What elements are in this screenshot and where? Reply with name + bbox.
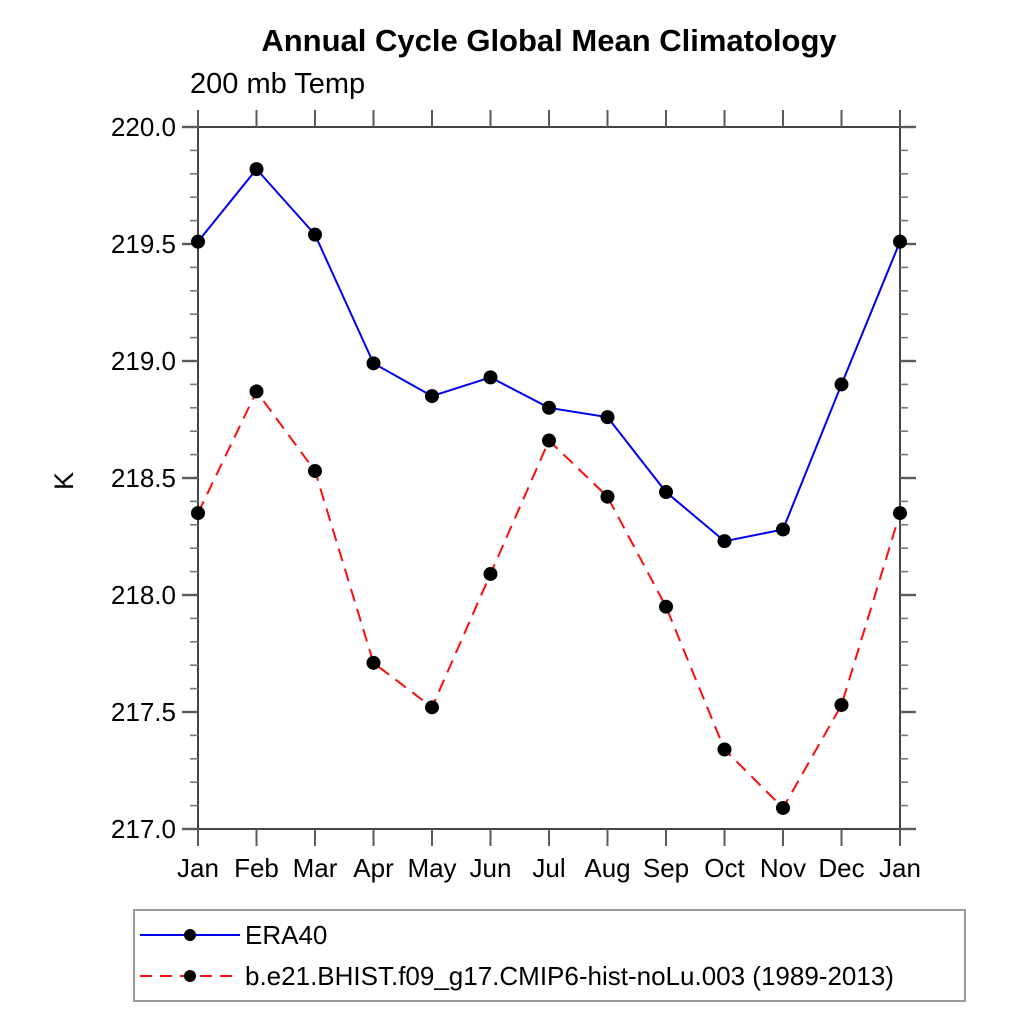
- chart-subtitle: 200 mb Temp: [190, 68, 366, 100]
- series-line-1: [198, 391, 900, 808]
- data-point: [425, 700, 439, 714]
- y-axis-label: K: [49, 472, 79, 491]
- y-tick-label: 218.0: [110, 580, 176, 610]
- data-point: [542, 434, 556, 448]
- data-point: [250, 162, 264, 176]
- x-tick-label: Jul: [532, 853, 566, 883]
- x-tick-label: Aug: [584, 853, 631, 883]
- y-axis-minor-ticks: [190, 150, 908, 805]
- x-tick-label: Oct: [704, 853, 745, 883]
- data-point: [835, 698, 849, 712]
- y-tick-label: 217.5: [110, 697, 176, 727]
- data-point: [776, 801, 790, 815]
- y-tick-label: 218.5: [110, 463, 176, 493]
- data-point: [367, 656, 381, 670]
- data-point: [776, 522, 790, 536]
- plot-frame: [198, 127, 900, 829]
- x-tick-label: Sep: [642, 853, 690, 883]
- data-point: [659, 600, 673, 614]
- data-point: [601, 490, 615, 504]
- data-point: [718, 534, 732, 548]
- x-tick-label: Jan: [177, 853, 219, 883]
- legend-marker-icon: [184, 929, 196, 941]
- data-point: [893, 506, 907, 520]
- legend-line-sample-solid: [137, 924, 243, 946]
- data-point: [484, 370, 498, 384]
- data-point: [835, 377, 849, 391]
- x-tick-label: Feb: [234, 853, 279, 883]
- legend-marker-icon: [184, 970, 196, 982]
- legend-label: b.e21.BHIST.f09_g17.CMIP6-hist-noLu.003 (1989-2013): [245, 960, 894, 991]
- y-tick-label: 219.5: [110, 229, 176, 259]
- y-axis-major-ticks: [111, 112, 916, 844]
- legend: [133, 909, 966, 1002]
- data-point: [191, 506, 205, 520]
- data-point: [659, 485, 673, 499]
- x-tick-label: Dec: [818, 853, 865, 883]
- legend-label: ERA40: [245, 919, 328, 950]
- data-point: [367, 356, 381, 370]
- x-tick-label: Jun: [469, 853, 512, 883]
- series-markers-1: [191, 384, 907, 815]
- x-tick-label: May: [407, 853, 457, 883]
- data-point: [484, 567, 498, 581]
- x-tick-label: Mar: [292, 853, 338, 883]
- data-point: [718, 742, 732, 756]
- data-point: [893, 235, 907, 249]
- data-point: [308, 228, 322, 242]
- y-tick-label: 217.0: [110, 814, 176, 844]
- x-axis-ticks: [177, 110, 921, 883]
- x-tick-label: Apr: [353, 853, 394, 883]
- y-tick-label: 219.0: [110, 346, 176, 376]
- data-point: [308, 464, 322, 478]
- data-point: [250, 384, 264, 398]
- legend-entry-era40: [135, 915, 964, 956]
- y-tick-label: 220.0: [110, 112, 176, 142]
- chart-title: Annual Cycle Global Mean Climatology: [261, 23, 837, 58]
- data-point: [425, 389, 439, 403]
- data-point: [542, 401, 556, 415]
- legend-entry-model: [135, 956, 964, 997]
- data-point: [191, 235, 205, 249]
- series-line-0: [198, 169, 900, 541]
- legend-line-sample-dashed: [137, 965, 243, 987]
- x-tick-label: Jan: [879, 853, 921, 883]
- data-point: [601, 410, 615, 424]
- x-tick-label: Nov: [759, 853, 807, 883]
